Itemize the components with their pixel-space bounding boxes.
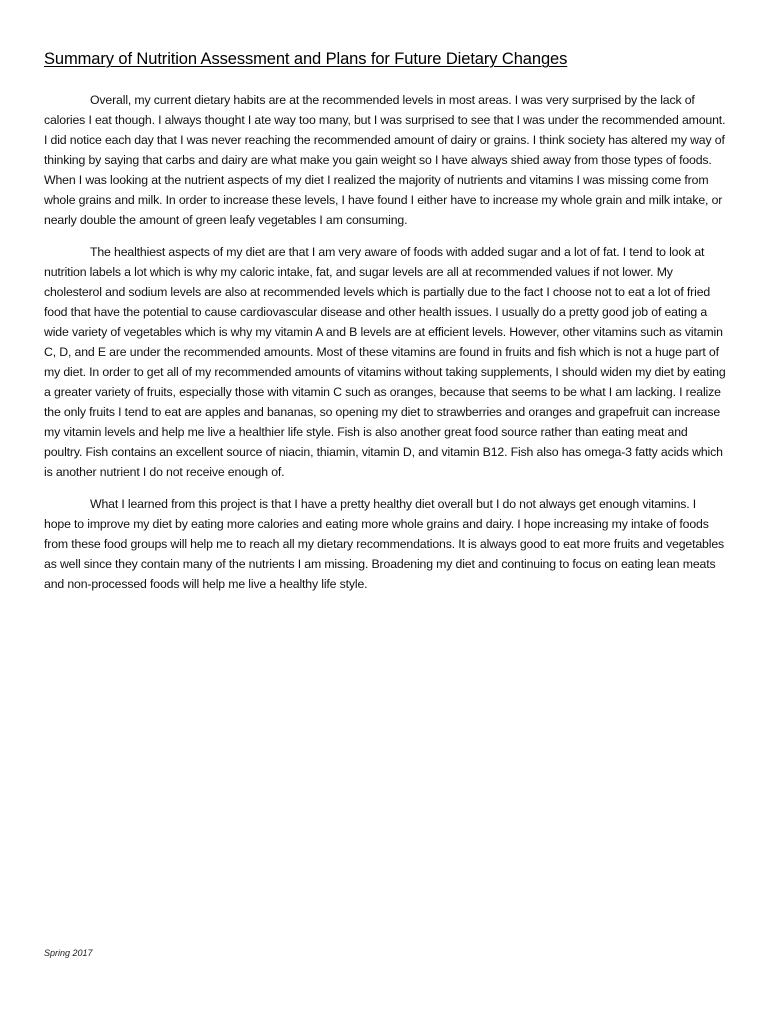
footer-date: Spring 2017 bbox=[44, 948, 93, 958]
paragraph-overall: Overall, my current dietary habits are at the recommended levels in most areas. I was very surprised by the lack of calories I eat though. I always thought I ate way too many, but I was surprised to see that I was under the recommended amount. I did notice each day that I was never reaching the recommended amount of dairy or grains. I think society has altered my way of thinking by saying that carbs and dairy are what make you gain weight so I have always shied away from those types of foods. When I was looking at the nutrient aspects of my diet I realized the majority of nutrients and vitamins I was missing come from whole grains and milk. In order to increase these levels, I have found I either have to increase my whole grain and milk intake, or nearly double the amount of green leafy vegetables I am consuming. bbox=[44, 93, 726, 227]
document-title: Summary of Nutrition Assessment and Plans for Future Dietary Changes bbox=[44, 50, 568, 68]
document-body bbox=[44, 90, 726, 606]
paragraph-healthiest-aspects: The healthiest aspects of my diet are that I am very aware of foods with added sugar and a lot of fat. I tend to look at nutrition labels a lot which is why my caloric intake, fat, and sugar levels are all at recommended values if not lower. My cholesterol and sodium levels are also at recommended levels which is partially due to the fact I choose not to eat a lot of fried food that have the potential to cause cardiovascular disease and other health issues. I usually do a pretty good job of eating a wide variety of vegetables which is why my vitamin A and B levels are at efficient levels. However, other vitamins such as vitamin C, D, and E are under the recommended amounts. Most of these vitamins are found in fruits and fish which is not a huge part of my diet. In order to get all of my recommended amounts of vitamins without taking supplements, I should widen my diet by eating a greater variety of fruits, especially those with vitamin C such as oranges, because that seems to be what I am lacking. I realize the only fruits I tend to eat are apples and bananas, so opening my diet to strawberries and oranges and grapefruit can increase my vitamin levels and help me live a healthier life style. Fish is also another great food source rather than eating meat and poultry. Fish contains an excellent source of niacin, thiamin, vitamin D, and vitamin B12. Fish also has omega-3 fatty acids which is another nutrient I do not receive enough of. bbox=[44, 245, 726, 479]
paragraph-lessons-learned: What I learned from this project is that I have a pretty healthy diet overall but I do not always get enough vitamins. I hope to improve my diet by eating more calories and eating more whole grains and dairy. I hope increasing my intake of foods from these food groups will help me to reach all my dietary recommendations. It is always good to eat more fruits and vegetables as well since they contain many of the nutrients I am missing. Broadening my diet and continuing to focus on eating lean meats and non-processed foods will help me live a healthy life style. bbox=[44, 497, 725, 591]
